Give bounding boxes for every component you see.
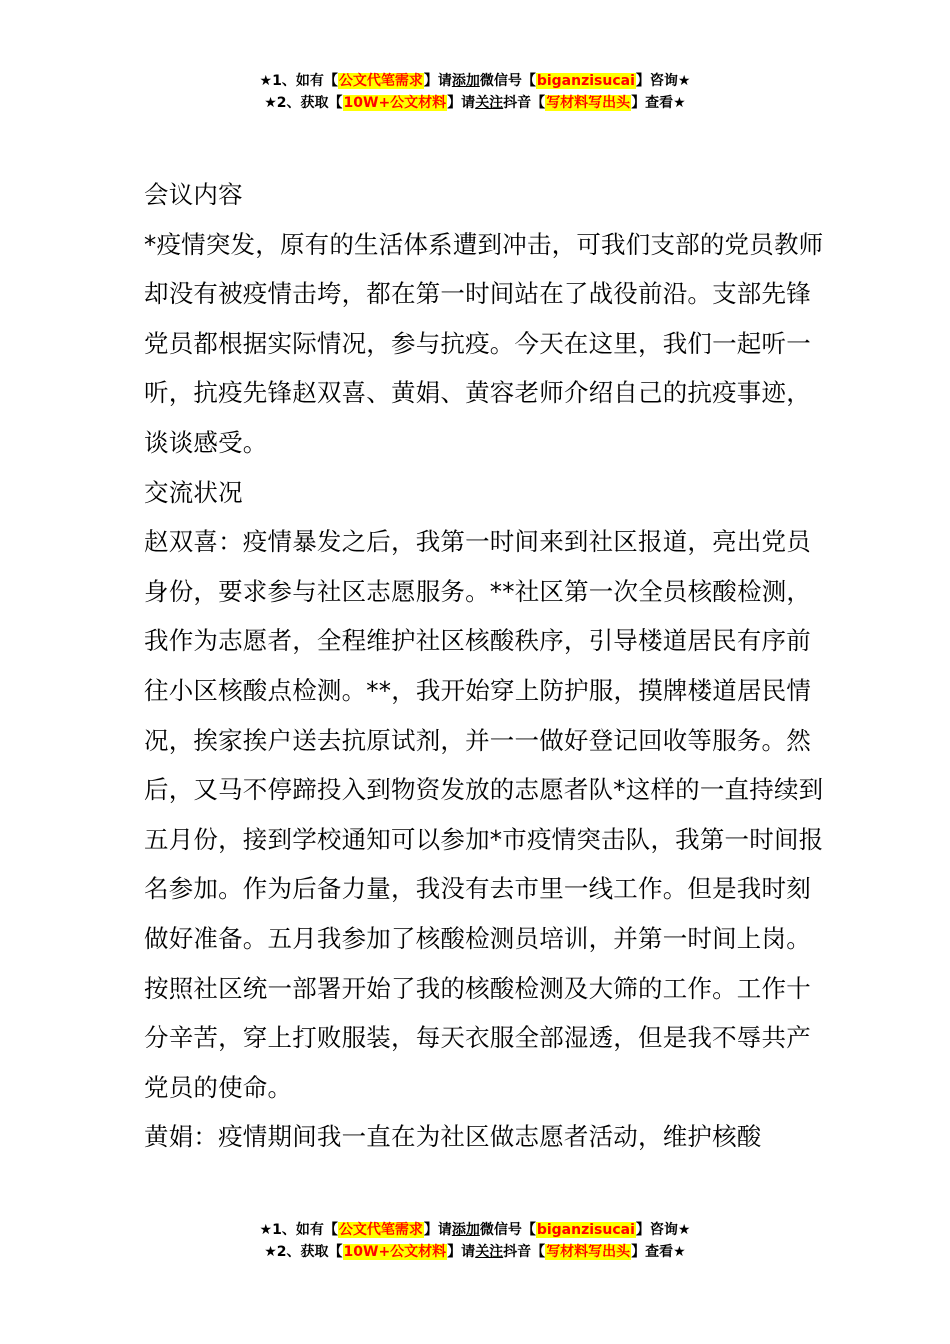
underlined-text: 关注 (475, 95, 504, 111)
paragraph-intro: *疫情突发，原有的生活体系遭到冲击，可我们支部的党员教师却没有被疫情击垮，都在第一时间站在了战役前沿。支部先锋党员都根据实际情况，参与抗疫。今天在这里，我们一起听一听，抗疫先锋赵双喜、黄娟、黄容老师介绍自己的抗疫事迹，谈谈感受。 (144, 229, 824, 457)
banner-text: ★2、获取【 (264, 95, 343, 111)
banner-text: 】请 (447, 95, 476, 111)
highlight-douyin-account: 写材料写出头 (546, 1244, 631, 1260)
highlight-douyin-account: 写材料写出头 (546, 95, 631, 111)
paragraph-huang-juan: 黄娟：疫情期间我一直在为社区做志愿者活动，维护核酸 (144, 1122, 762, 1152)
highlight-wechat-id: biganzisucai (536, 1222, 635, 1238)
underlined-text: 添加 (451, 1222, 480, 1238)
banner-text: 抖音【 (503, 1244, 546, 1260)
highlight-wechat-id: biganzisucai (536, 73, 635, 89)
banner-text: 】咨询★ (635, 1222, 691, 1238)
underlined-text: 关注 (475, 1244, 504, 1260)
banner-text: ★2、获取【 (264, 1244, 343, 1260)
banner-text: 】查看★ (631, 95, 686, 111)
banner-text: 】请 (423, 73, 452, 89)
banner-line-1 (0, 1219, 950, 1241)
highlight-service: 公文代笔需求 (338, 73, 423, 89)
header-banner (0, 70, 950, 114)
highlight-materials: 10W+公文材料 (343, 95, 447, 111)
banner-line-2 (0, 1241, 950, 1263)
banner-text: 抖音【 (503, 95, 546, 111)
banner-text: 微信号【 (479, 1222, 536, 1238)
highlight-service: 公文代笔需求 (338, 1222, 423, 1238)
banner-text: 】请 (423, 1222, 452, 1238)
banner-text: ★1、如有【 (259, 1222, 338, 1238)
banner-line-1 (0, 70, 950, 92)
banner-text: 】请 (447, 1244, 476, 1260)
footer-banner (0, 1219, 950, 1263)
document-body (144, 170, 824, 1162)
banner-text: ★1、如有【 (259, 73, 338, 89)
section-heading-exchange: 交流状况 (144, 477, 243, 507)
section-heading-meeting-content: 会议内容 (144, 180, 243, 209)
banner-line-2 (0, 92, 950, 114)
underlined-text: 添加 (451, 73, 480, 89)
banner-text: 微信号【 (479, 73, 536, 89)
banner-text: 】查看★ (631, 1244, 686, 1260)
banner-text: 】咨询★ (635, 73, 691, 89)
highlight-materials: 10W+公文材料 (343, 1244, 447, 1260)
paragraph-zhao-shuangxi: 赵双喜：疫情暴发之后，我第一时间来到社区报道，亮出党员身份，要求参与社区志愿服务。**社区第一次全员核酸检测，我作为志愿者，全程维护社区核酸秩序，引导楼道居民有序前往小区核酸点检测。**，我开始穿上防护服，摸牌楼道居民情况，挨家挨户送去抗原试剂，并一一做好登记回收等服务。然后，又马不停蹄投入到物资发放的志愿者队*这样的一直持续到五月份，接到学校通知可以参加*市疫情突击队，我第一时间报名参加。作为后备力量，我没有去市里一线工作。但是我时刻做好准备。五月我参加了核酸检测员培训，并第一时间上岗。按照社区统一部署开始了我的核酸检测及大筛的工作。工作十分辛苦，穿上打败服装，每天衣服全部湿透，但是我不辱共产党员的使命。 (144, 527, 824, 1102)
